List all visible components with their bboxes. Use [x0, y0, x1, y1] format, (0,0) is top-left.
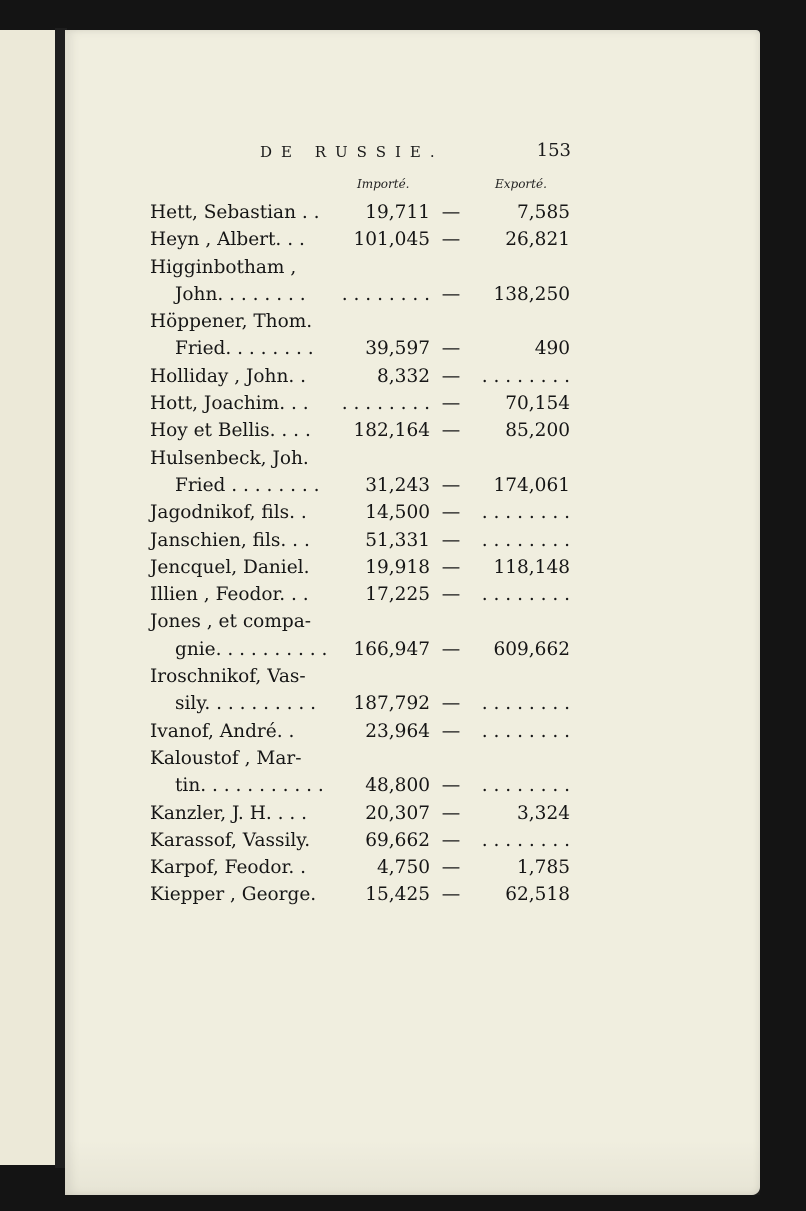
dash-separator: —	[441, 802, 461, 824]
column-header-imported: Importé.	[357, 177, 410, 191]
imported-value: 101,045	[353, 229, 430, 251]
book-page	[65, 30, 760, 1195]
exported-value: 62,518	[505, 884, 570, 906]
exported-value: 174,061	[493, 474, 570, 496]
imported-value: 166,947	[353, 638, 430, 660]
dash-separator: —	[441, 420, 461, 442]
table-row	[65, 309, 760, 336]
imported-value: 14,500	[365, 502, 430, 524]
table-row	[65, 691, 760, 718]
table-row	[65, 719, 760, 746]
merchant-name: tin. . . . . . . . . . .	[175, 775, 324, 797]
exported-value: 3,324	[517, 802, 570, 824]
dash-separator: —	[441, 202, 461, 223]
merchant-name: Höppener, Thom.	[150, 311, 313, 333]
merchant-name: Hulsenbeck, Joh.	[150, 447, 309, 469]
table-row	[65, 582, 760, 609]
merchant-name: Ivanof, André. .	[150, 720, 295, 742]
exported-value: 138,250	[493, 283, 570, 305]
imported-value: 19,711	[365, 202, 430, 223]
imported-value: 187,792	[353, 693, 430, 715]
table-row	[65, 664, 760, 691]
merchant-name: Hett, Sebastian . .	[150, 202, 320, 223]
table-row	[65, 282, 760, 309]
exported-value: 609,662	[493, 638, 570, 660]
table-row	[65, 364, 760, 391]
imported-value: . . . . . . . .	[341, 393, 430, 415]
merchant-name: Hott, Joachim. . .	[150, 393, 309, 415]
exported-value: 118,148	[493, 556, 570, 578]
imported-value: 51,331	[365, 529, 430, 551]
table-row	[65, 473, 760, 500]
table-row	[65, 773, 760, 800]
table-row	[65, 746, 760, 773]
dash-separator: —	[441, 829, 461, 851]
merchant-name: Holliday , John. .	[150, 365, 307, 387]
table-row	[65, 528, 760, 555]
imported-value: 19,918	[365, 556, 430, 578]
merchant-name: Karpof, Feodor. .	[150, 857, 306, 879]
dash-separator: —	[441, 884, 461, 906]
imported-value: 20,307	[365, 802, 430, 824]
table-row	[65, 801, 760, 828]
imported-value: 69,662	[365, 829, 430, 851]
column-header-exported: Exporté.	[495, 177, 547, 191]
table-row	[65, 609, 760, 636]
dash-separator: —	[441, 502, 461, 524]
dash-separator: —	[441, 775, 461, 797]
merchant-name: Illien , Feodor. . .	[150, 584, 309, 606]
imported-value: . . . . . . . .	[341, 283, 430, 305]
merchant-name: Jencquel, Daniel.	[150, 556, 310, 578]
merchant-name: Janschien, fils. . .	[150, 529, 310, 551]
merchant-name: Jagodnikof, fils. .	[150, 502, 307, 524]
table-row	[65, 855, 760, 882]
table-row	[65, 637, 760, 664]
exported-value: 490	[534, 338, 570, 360]
merchant-name: Hoy et Bellis. . . .	[150, 420, 311, 442]
merchant-name: gnie. . . . . . . . . .	[175, 638, 328, 660]
imported-value: 23,964	[365, 720, 430, 742]
table-row	[65, 255, 760, 282]
imported-value: 17,225	[365, 584, 430, 606]
table-row	[65, 446, 760, 473]
table-row	[65, 500, 760, 527]
exported-value: . . . . . . . .	[481, 502, 570, 524]
exported-value: 1,785	[517, 857, 570, 879]
table-row	[65, 555, 760, 582]
merchant-name: Kaloustof , Mar-	[150, 747, 302, 769]
merchant-name: Fried . . . . . . . .	[175, 474, 320, 496]
exported-value: . . . . . . . .	[481, 829, 570, 851]
dash-separator: —	[441, 393, 461, 415]
exported-value: . . . . . . . .	[481, 529, 570, 551]
dash-separator: —	[441, 693, 461, 715]
dash-separator: —	[441, 857, 461, 879]
imported-value: 31,243	[365, 474, 430, 496]
merchant-name: Karassof, Vassily.	[150, 829, 311, 851]
merchant-name: Jones , et compa-	[150, 611, 311, 633]
table-row	[65, 882, 760, 909]
running-head: DE RUSSIE.	[260, 143, 444, 161]
merchant-name: Heyn , Albert. . .	[150, 229, 305, 251]
merchant-name: Kanzler, J. H. . . .	[150, 802, 307, 824]
table-row	[65, 391, 760, 418]
page-number: 153	[536, 140, 571, 161]
exported-value: 7,585	[517, 202, 570, 223]
table-row	[65, 418, 760, 445]
merchant-name: John. . . . . . . .	[175, 283, 306, 305]
dash-separator: —	[441, 283, 461, 305]
imported-value: 182,164	[353, 420, 430, 442]
table-row	[65, 828, 760, 855]
exported-value: 85,200	[505, 420, 570, 442]
table-row	[65, 227, 760, 254]
imported-value: 15,425	[365, 884, 430, 906]
imported-value: 48,800	[365, 775, 430, 797]
dash-separator: —	[441, 720, 461, 742]
exported-value: . . . . . . . .	[481, 775, 570, 797]
dash-separator: —	[441, 229, 461, 251]
merchant-name: Iroschnikof, Vas-	[150, 666, 306, 688]
imported-value: 8,332	[377, 365, 430, 387]
dash-separator: —	[441, 338, 461, 360]
merchant-name: Higginbotham ,	[150, 256, 297, 278]
exported-value: . . . . . . . .	[481, 365, 570, 387]
exported-value: . . . . . . . .	[481, 720, 570, 742]
exported-value: 26,821	[505, 229, 570, 251]
dash-separator: —	[441, 584, 461, 606]
imported-value: 39,597	[365, 338, 430, 360]
dash-separator: —	[441, 365, 461, 387]
exported-value: . . . . . . . .	[481, 584, 570, 606]
merchant-name: Fried. . . . . . . .	[175, 338, 314, 360]
merchant-name: Kiepper , George.	[150, 884, 317, 906]
imported-value: 4,750	[377, 857, 430, 879]
left-page-edge	[0, 30, 56, 1165]
dash-separator: —	[441, 556, 461, 578]
merchant-name: sily. . . . . . . . . .	[175, 693, 317, 715]
dash-separator: —	[441, 638, 461, 660]
exported-value: 70,154	[505, 393, 570, 415]
dash-separator: —	[441, 529, 461, 551]
table-row	[65, 200, 760, 227]
table-row	[65, 336, 760, 363]
dash-separator: —	[441, 474, 461, 496]
exported-value: . . . . . . . .	[481, 693, 570, 715]
trade-table	[65, 200, 760, 910]
